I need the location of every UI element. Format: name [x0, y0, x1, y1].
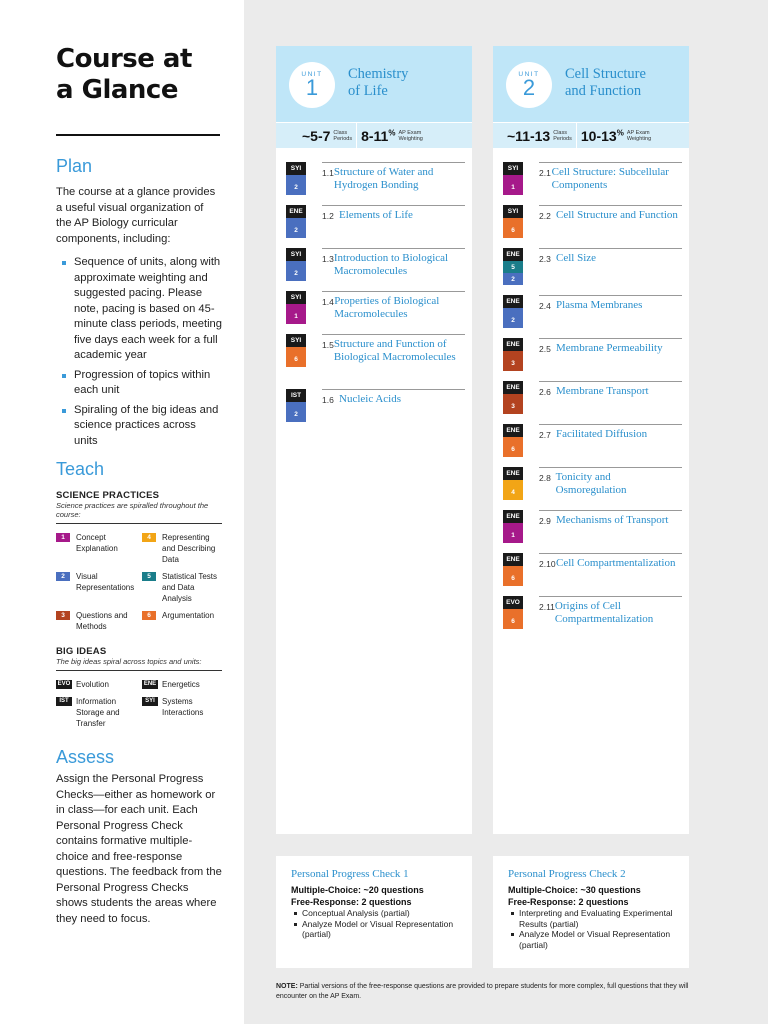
topic-body	[539, 248, 682, 265]
title-divider	[56, 134, 220, 136]
topic-row	[503, 338, 689, 381]
ppc-item: Conceptual Analysis (partial)	[291, 908, 472, 919]
science-practice-tag: 2	[286, 218, 306, 238]
class-periods-label-2: Periods	[333, 135, 353, 142]
big-idea-tag: SYI	[142, 697, 158, 706]
topic-row	[503, 596, 689, 639]
topic-body	[539, 295, 682, 312]
ppc-free-response: Free-Response: 2 questions	[291, 897, 412, 907]
topic-row	[286, 334, 472, 389]
assess-text: Assign the Personal Progress Checks—either as homework or in class—for each unit. Each Personal Progress Check contains formative multiple-choice and free-response questions. The feedback from the Personal Progress Checks shows students the areas where they need to focus.	[56, 773, 222, 925]
topic-name: Mechanisms of Transport	[556, 514, 669, 526]
topic-tags	[503, 510, 523, 543]
page-title	[56, 44, 222, 106]
topic-body	[539, 381, 682, 398]
topic-number: 2.1	[539, 168, 551, 178]
science-practices-note: Science practices are spiralled throughout the course:	[56, 501, 209, 519]
topic-number: 2.4	[539, 301, 551, 311]
topic-name: Origins of Cell Compartmentalization	[554, 600, 654, 625]
practice-swatch: 6	[142, 611, 156, 620]
exam-weighting-label-2: Weighting	[626, 135, 652, 142]
unit-number-badge	[506, 62, 552, 108]
footnote-text: Partial versions of the free-response questions are provided to prepare students for more complex, full questions that they will encounter on the AP Exam.	[276, 983, 689, 1000]
big-ideas-note: The big ideas spiral across topics and units:	[56, 657, 202, 666]
science-practice-item	[142, 571, 222, 604]
unit-label: UNIT	[301, 71, 323, 78]
science-practice-tag: 3	[503, 394, 523, 414]
topic-body	[322, 205, 465, 222]
teach-heading: Teach	[56, 459, 105, 479]
topic-tags	[503, 467, 523, 500]
title-line-1: Course at	[56, 44, 192, 74]
percent-sign: %	[388, 127, 396, 137]
topic-tags	[286, 162, 306, 195]
unit-1-card	[276, 46, 472, 834]
topic-tags	[286, 291, 306, 324]
exam-weighting-value	[581, 128, 624, 144]
topic-number: 1.5	[322, 340, 334, 350]
science-practice-tag: 1	[503, 523, 523, 543]
footnote-label: NOTE:	[276, 983, 298, 990]
unit-name	[565, 66, 646, 100]
unit-stats	[493, 122, 689, 148]
topic-tags	[503, 424, 523, 457]
big-idea-label: Energetics	[162, 680, 200, 689]
topic-name: Structure of Water and Hydrogen Bonding	[333, 166, 434, 191]
topic-name: Membrane Permeability	[556, 342, 663, 354]
topic-name: Introduction to Biological Macromolecules	[333, 252, 449, 277]
unit-name	[348, 66, 408, 100]
big-idea-item	[56, 696, 142, 729]
topic-body	[322, 389, 465, 406]
topic-number: 1.6	[322, 395, 334, 405]
science-practice-tag: 2	[503, 308, 523, 328]
science-practices-heading: SCIENCE PRACTICES	[56, 490, 160, 501]
plan-bullet: Sequence of units, along with approximate weighting and suggested pacing. Please note, pacing is based on 45-minute class periods, meeting five days each week for a full academic year	[56, 255, 222, 364]
ppc-item: Interpreting and Evaluating Experimental Results (partial)	[508, 908, 689, 929]
big-idea-tag: SYI	[286, 291, 306, 304]
topic-row	[286, 205, 472, 248]
topic-number: 1.4	[322, 297, 334, 307]
unit-name-line-1: Cell Structure	[565, 66, 646, 82]
plan-bullet: Progression of topics within each unit	[56, 368, 222, 399]
exam-weighting-label-1: AP Exam	[626, 129, 650, 136]
ppc-multiple-choice: Multiple-Choice: ~30 questions	[508, 885, 641, 895]
unit-header	[276, 46, 472, 122]
science-practice-tag: 2	[286, 175, 306, 195]
unit-stats	[276, 122, 472, 148]
topic-number: 2.9	[539, 516, 551, 526]
big-idea-tag: ENE	[503, 467, 523, 480]
ppc-free-response: Free-Response: 2 questions	[508, 897, 629, 907]
topic-tags	[286, 334, 306, 367]
practice-swatch: 1	[56, 533, 70, 542]
unit-number: 2	[522, 75, 536, 100]
big-idea-tag: SYI	[503, 205, 523, 218]
practice-label: Representing and Describing Data	[162, 533, 216, 564]
topic-row	[503, 553, 689, 596]
topic-body	[539, 467, 682, 497]
class-periods-label	[553, 130, 572, 142]
class-periods-value: ~5-7	[302, 127, 331, 144]
topic-name: Tonicity and Osmoregulation	[555, 471, 627, 496]
topic-tags	[503, 205, 523, 238]
class-periods-label-2: Periods	[553, 135, 572, 142]
class-periods	[298, 128, 356, 144]
big-ideas-heading: BIG IDEAS	[56, 646, 107, 657]
topic-name: Cell Structure: Subcellular Components	[551, 166, 669, 191]
science-practice-item	[142, 532, 222, 565]
class-periods-value: ~11-13	[507, 127, 551, 144]
topic-name: Elements of Life	[339, 209, 413, 221]
science-practice-tag: 2	[286, 261, 306, 281]
topic-number: 1.1	[322, 168, 334, 178]
plan-bullet: Spiraling of the big ideas and science practices across units	[56, 403, 222, 450]
science-practice-item	[142, 610, 222, 632]
topic-tags	[286, 389, 306, 422]
topic-body	[539, 424, 682, 441]
unit-header	[493, 46, 689, 122]
topic-name: Nucleic Acids	[339, 393, 402, 405]
ppc-item: Analyze Model or Visual Representation (partial)	[508, 929, 689, 950]
topic-tags	[286, 248, 306, 281]
topic-name: Plasma Membranes	[556, 299, 643, 311]
science-practice-item	[56, 532, 142, 565]
exam-weighting-label	[627, 130, 651, 142]
big-idea-tag: ENE	[503, 295, 523, 308]
big-idea-tag: EVO	[57, 681, 71, 687]
unit-number-badge	[289, 62, 335, 108]
topic-row	[503, 248, 689, 295]
topic-row	[503, 424, 689, 467]
topic-body	[539, 553, 682, 570]
topic-tags	[503, 295, 523, 328]
science-practice-tag: 6	[503, 218, 523, 238]
science-practice-item	[56, 571, 142, 604]
practice-label: Visual Representations	[76, 572, 135, 592]
unit-name-line-1: Chemistry	[348, 66, 409, 82]
topic-name: Cell Size	[556, 252, 597, 264]
class-periods-label	[333, 130, 352, 142]
big-idea-tag: ENE	[286, 205, 306, 218]
unit-name-line-2: and Function	[565, 83, 642, 99]
plan-bullets	[56, 255, 222, 449]
big-idea-tag: ENE	[503, 338, 523, 351]
science-practice-tag: 2	[503, 273, 523, 285]
topic-body	[539, 510, 682, 527]
topic-tags	[503, 381, 523, 414]
exam-weighting-label-1: AP Exam	[398, 129, 422, 136]
topic-body	[539, 162, 682, 192]
science-practice-tag: 3	[503, 351, 523, 371]
topic-name: Structure and Function of Biological Macromolecules	[333, 338, 456, 363]
topic-tags	[503, 248, 523, 285]
practice-label: Statistical Tests and Data Analysis	[162, 572, 217, 603]
big-idea-tag: SYI	[503, 162, 523, 175]
topic-name: Properties of Biological Macromolecules	[334, 295, 440, 320]
science-practice-tag: 2	[286, 402, 306, 422]
topic-tags	[503, 596, 523, 629]
topic-number: 2.6	[539, 387, 551, 397]
big-idea-tag: ENE	[503, 424, 523, 437]
big-idea-tag: ENE	[503, 248, 523, 261]
topic-number: 1.2	[322, 211, 334, 221]
exam-weighting-label-2: Weighting	[398, 135, 423, 142]
topic-list	[276, 148, 472, 432]
ppc-title: Personal Progress Check 1	[291, 868, 409, 880]
ppc-list	[508, 908, 689, 950]
big-idea-tag: SYI	[286, 162, 306, 175]
big-idea-tag: ENE	[503, 381, 523, 394]
topic-body	[539, 596, 682, 626]
big-idea-item	[142, 679, 222, 690]
big-idea-tag: SYI	[286, 334, 306, 347]
practice-swatch: 4	[142, 533, 156, 542]
topic-body	[539, 205, 682, 222]
topic-body	[322, 162, 465, 192]
weighting-range: 8-11	[361, 127, 389, 144]
topic-number: 2.10	[539, 559, 556, 569]
topic-row	[286, 291, 472, 334]
class-periods	[503, 128, 576, 144]
practice-swatch: 5	[142, 572, 156, 581]
big-idea-label: Evolution	[76, 680, 109, 689]
unit-name-line-2: of Life	[348, 83, 388, 99]
ppc-item: Analyze Model or Visual Representation (partial)	[291, 919, 472, 940]
big-idea-tag: IST	[56, 697, 72, 706]
topic-row	[503, 381, 689, 424]
topic-number: 2.3	[539, 254, 551, 264]
title-line-2: a Glance	[56, 75, 178, 105]
unit-number: 1	[305, 75, 319, 100]
big-idea-tag: ENE	[503, 510, 523, 523]
science-practices-legend	[56, 532, 222, 632]
topic-number: 2.11	[539, 602, 555, 612]
topic-row	[503, 295, 689, 338]
topic-name: Cell Compartmentalization	[556, 557, 676, 569]
topic-body	[322, 291, 465, 321]
personal-progress-check-1	[276, 856, 472, 968]
ppc-list	[291, 908, 472, 940]
topic-name: Facilitated Diffusion	[556, 428, 648, 440]
topic-number: 1.3	[322, 254, 334, 264]
practice-label: Questions and Methods	[76, 611, 128, 631]
science-practice-tag: 5	[503, 261, 523, 273]
personal-progress-check-2	[493, 856, 689, 968]
percent-sign: %	[616, 127, 624, 137]
topic-body	[539, 338, 682, 355]
topic-row	[286, 248, 472, 291]
science-practice-item	[56, 610, 142, 632]
science-practice-tag: 6	[503, 437, 523, 457]
practice-swatch: 3	[56, 611, 70, 620]
science-practice-tag: 6	[286, 347, 306, 367]
big-ideas-legend	[56, 679, 222, 729]
practice-label: Argumentation	[162, 611, 215, 620]
topic-row	[503, 162, 689, 205]
topic-body	[322, 248, 465, 278]
divider	[56, 523, 222, 524]
unit-label: UNIT	[518, 71, 540, 78]
science-practice-tag: 1	[503, 175, 523, 195]
topic-number: 2.5	[539, 344, 551, 354]
science-practice-tag: 4	[503, 480, 523, 500]
topic-tags	[286, 205, 306, 238]
topic-tags	[503, 338, 523, 371]
big-idea-tag: SYI	[286, 248, 306, 261]
big-idea-tag: EVO	[503, 596, 523, 609]
topic-number: 2.7	[539, 430, 551, 440]
left-panel	[0, 0, 244, 1024]
big-idea-tag: ENE	[143, 681, 157, 687]
ppc-multiple-choice: Multiple-Choice: ~20 questions	[291, 885, 424, 895]
practice-swatch: 2	[56, 572, 70, 581]
big-idea-label: Systems Interactions	[162, 697, 204, 717]
big-idea-item	[56, 679, 142, 690]
exam-weighting-label	[398, 130, 422, 142]
exam-weighting	[357, 128, 427, 144]
unit-2-card	[493, 46, 689, 834]
science-practice-tag: 1	[286, 304, 306, 324]
science-practice-tag: 6	[503, 609, 523, 629]
big-idea-tag: ENE	[503, 553, 523, 566]
big-idea-item	[142, 696, 222, 729]
topic-body	[322, 334, 465, 364]
topic-row	[503, 510, 689, 553]
topic-list	[493, 148, 689, 639]
topic-name: Cell Structure and Function	[556, 209, 678, 221]
big-idea-label: Information Storage and Transfer	[76, 697, 120, 728]
topic-tags	[503, 553, 523, 586]
exam-weighting-value	[361, 128, 395, 144]
divider	[56, 670, 222, 671]
topic-name: Membrane Transport	[556, 385, 649, 397]
topic-row	[286, 162, 472, 205]
topic-tags	[503, 162, 523, 195]
topic-number: 2.8	[539, 473, 551, 483]
big-idea-tag: IST	[286, 389, 306, 402]
ppc-title: Personal Progress Check 2	[508, 868, 626, 880]
plan-heading: Plan	[56, 156, 93, 176]
weighting-range: 10-13	[580, 127, 617, 144]
topic-row	[503, 467, 689, 510]
topic-number: 2.2	[539, 211, 551, 221]
assess-heading: Assess	[56, 747, 115, 767]
topic-row	[286, 389, 472, 432]
topic-row	[503, 205, 689, 248]
footnote	[276, 982, 696, 1002]
science-practice-tag: 6	[503, 566, 523, 586]
exam-weighting	[577, 128, 655, 144]
practice-label: Concept Explanation	[76, 533, 118, 553]
class-periods-label-1: Class	[333, 129, 348, 136]
plan-intro: The course at a glance provides a useful visual organization of the AP Biology curricular components, including:	[56, 186, 216, 245]
class-periods-label-1: Class	[553, 129, 567, 136]
